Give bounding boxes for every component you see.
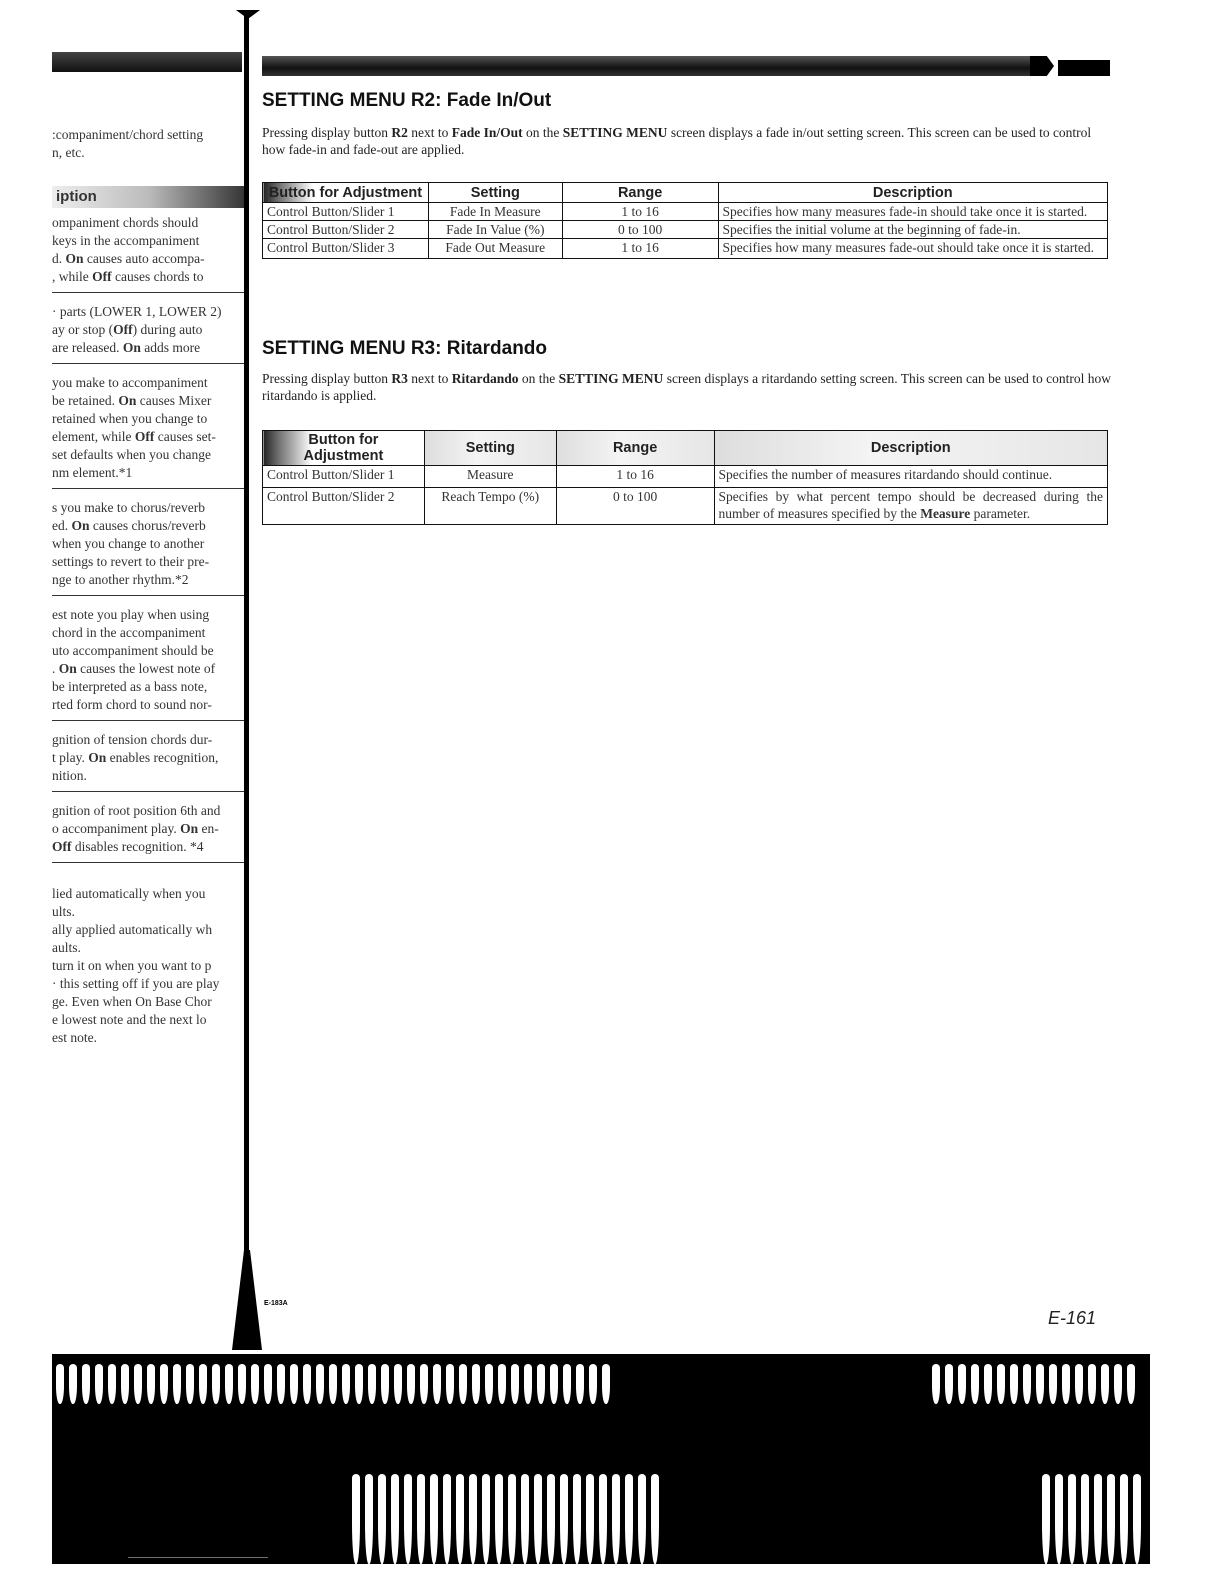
header-arrow-icon: [1030, 56, 1054, 76]
scan-tooth: [342, 1364, 350, 1404]
left-table-row: [52, 729, 246, 792]
left-text-line: ults.: [52, 904, 75, 919]
left-text-line: uto accompaniment should be: [52, 643, 214, 658]
cell-range: 1 to 16: [562, 203, 718, 221]
scan-tooth: [391, 1474, 399, 1564]
table-row: [263, 203, 1108, 221]
scan-tooth: [108, 1364, 116, 1404]
scan-tooth: [495, 1474, 503, 1564]
scan-tooth: [433, 1364, 441, 1404]
scan-tooth: [225, 1364, 233, 1404]
left-text-line: when you change to another: [52, 536, 205, 551]
left-text-line: Off disables recognition. *4: [52, 839, 204, 854]
left-table-row: [52, 301, 246, 364]
parameter-table-r3: [262, 430, 1108, 525]
scan-tooth: [1101, 1364, 1109, 1404]
scan-tooth: [1023, 1364, 1031, 1404]
left-text-line: t play. On enables recognition,: [52, 750, 219, 765]
section-title-r3: SETTING MENU R3: Ritardando: [262, 338, 548, 359]
left-text-line: :companiment/chord setting: [52, 127, 204, 142]
cell-range: 1 to 16: [562, 239, 718, 259]
scan-tooth: [1055, 1474, 1063, 1564]
table-row: [263, 488, 1108, 525]
scan-tooth: [1133, 1474, 1141, 1564]
cell-button: Control Button/Slider 3: [263, 239, 429, 259]
scan-tooth: [430, 1474, 438, 1564]
scan-tooth: [1088, 1364, 1096, 1404]
left-text-line: · this setting off if you are play: [52, 976, 220, 991]
scan-tooth: [1107, 1474, 1115, 1564]
scan-tooth: [638, 1474, 646, 1564]
scan-tooth: [420, 1364, 428, 1404]
left-text-line: you make to accompaniment: [52, 375, 208, 390]
scan-tooth: [971, 1364, 979, 1404]
scan-tooth: [147, 1364, 155, 1404]
scan-tooth: [1094, 1474, 1102, 1564]
left-text-line: gnition of tension chords dur-: [52, 732, 213, 747]
left-text-line: lied automatically when you: [52, 886, 206, 901]
scan-tooth: [160, 1364, 168, 1404]
cell-setting: Measure: [424, 466, 556, 488]
scan-tooth: [456, 1474, 464, 1564]
left-text-line: o accompaniment play. On en-: [52, 821, 219, 836]
col-header-button: Button for Adjustment: [263, 183, 429, 203]
binding-gutter: [236, 10, 260, 1350]
page-number: E-161: [1048, 1308, 1097, 1328]
cell-setting: Fade In Value (%): [428, 221, 562, 239]
left-text-line: rted form chord to sound nor-: [52, 697, 212, 712]
scan-tooth: [508, 1474, 516, 1564]
scan-tooth: [997, 1364, 1005, 1404]
scan-tooth: [612, 1474, 620, 1564]
left-text-line: ay or stop (Off) during auto: [52, 322, 203, 337]
scan-tooth: [651, 1474, 659, 1564]
scan-tooth: [524, 1364, 532, 1404]
scan-tooth: [482, 1474, 490, 1564]
left-text-line: s you make to chorus/reverb: [52, 500, 205, 515]
scan-tooth: [368, 1364, 376, 1404]
left-text-line: e lowest note and the next lo: [52, 1012, 207, 1027]
left-text-line: nition.: [52, 768, 87, 783]
scan-tooth: [95, 1364, 103, 1404]
scan-tooth: [329, 1364, 337, 1404]
scan-tooth: [316, 1364, 324, 1404]
left-text-line: · parts (LOWER 1, LOWER 2): [52, 304, 222, 319]
left-text-line: retained when you change to: [52, 411, 208, 426]
cell-button: Control Button/Slider 2: [263, 488, 425, 525]
scan-tooth: [485, 1364, 493, 1404]
left-text-line: turn it on when you want to p: [52, 958, 212, 973]
scan-tooth: [1062, 1364, 1070, 1404]
cell-description: Specifies the number of measures ritardando should continue.: [714, 466, 1107, 488]
scan-tooth: [290, 1364, 298, 1404]
scan-tooth: [932, 1364, 940, 1404]
col-header-range: Range: [562, 183, 718, 203]
scan-tooth: [446, 1364, 454, 1404]
table-row: [263, 466, 1108, 488]
scan-tooth: [573, 1474, 581, 1564]
left-text-line: ed. On causes chorus/reverb: [52, 518, 206, 533]
cell-range: 1 to 16: [556, 466, 714, 488]
left-table-row: [52, 497, 246, 596]
table-row: [263, 221, 1108, 239]
left-text-line: set defaults when you change: [52, 447, 211, 462]
left-text-line: gnition of root position 6th and: [52, 803, 221, 818]
scan-tooth: [121, 1364, 129, 1404]
col-header-button: Button for Adjustment: [263, 431, 425, 466]
print-code: E-183A: [264, 1300, 288, 1307]
cell-button: Control Button/Slider 1: [263, 466, 425, 488]
scan-tooth: [563, 1364, 571, 1404]
scan-tooth: [599, 1474, 607, 1564]
scan-tooth: [602, 1364, 610, 1404]
scan-tooth: [537, 1364, 545, 1404]
scan-tooth: [560, 1474, 568, 1564]
scan-tooth: [945, 1364, 953, 1404]
scan-tooth: [417, 1474, 425, 1564]
cell-range: 0 to 100: [562, 221, 718, 239]
scan-tooth: [1068, 1474, 1076, 1564]
scan-tooth: [381, 1364, 389, 1404]
left-text-line: nge to another rhythm.*2: [52, 572, 189, 587]
scan-tooth: [1114, 1364, 1122, 1404]
scan-tooth: [498, 1364, 506, 1404]
scan-tooth: [586, 1474, 594, 1564]
scan-tooth: [186, 1364, 194, 1404]
scan-tooth: [1049, 1364, 1057, 1404]
scan-tooth: [1010, 1364, 1018, 1404]
left-table-row: [52, 212, 246, 293]
left-text-line: ge. Even when On Base Chor: [52, 994, 212, 1009]
scan-tooth: [199, 1364, 207, 1404]
left-text-line: , while Off causes chords to: [52, 269, 204, 284]
scan-tooth: [251, 1364, 259, 1404]
scan-tooth: [352, 1474, 360, 1564]
scan-tooth: [521, 1474, 529, 1564]
left-text-line: chord in the accompaniment: [52, 625, 206, 640]
scan-tooth: [984, 1364, 992, 1404]
left-text-line: ompaniment chords should: [52, 215, 199, 230]
left-text-line: . On causes the lowest note of: [52, 661, 216, 676]
cell-setting: Reach Tempo (%): [424, 488, 556, 525]
cell-description: Specifies the initial volume at the beginning of fade-in.: [718, 221, 1107, 239]
left-bottom-text: [52, 885, 246, 1047]
scan-tooth: [1075, 1364, 1083, 1404]
table-header-row: [263, 431, 1108, 466]
left-table-row: [52, 372, 246, 489]
left-text-line: n, etc.: [52, 145, 85, 160]
scan-tooth: [534, 1474, 542, 1564]
header-block: [1058, 60, 1110, 76]
scan-tooth: [547, 1474, 555, 1564]
left-table-row: [52, 604, 246, 721]
cell-button: Control Button/Slider 2: [263, 221, 429, 239]
cell-setting: Fade Out Measure: [428, 239, 562, 259]
left-text-line: settings to revert to their pre-: [52, 554, 210, 569]
left-table-row: [52, 800, 246, 863]
left-text-line: est note you play when using: [52, 607, 210, 622]
left-text-line: are released. On adds more: [52, 340, 201, 355]
section-intro-r2: Pressing display button R2 next to Fade In/Out on the SETTING MENU screen displays a fade in/out setting screen. This screen can be used to control how fade-in and fade-out are applied.: [262, 125, 1092, 157]
col-header-setting: Setting: [428, 183, 562, 203]
left-page-text: [52, 126, 246, 1047]
scan-tooth: [173, 1364, 181, 1404]
left-table-header: iption: [52, 186, 246, 208]
page-header-bar: [262, 56, 1032, 76]
section-intro-r3: Pressing display button R3 next to Ritardando on the SETTING MENU screen displays a ritardando setting screen. This screen can be used to control how ritardando is applied.: [262, 371, 1112, 403]
left-text-line: be retained. On causes Mixer: [52, 393, 212, 408]
scan-tooth: [459, 1364, 467, 1404]
cell-range: 0 to 100: [556, 488, 714, 525]
scan-tooth: [469, 1474, 477, 1564]
left-text-line: keys in the accompaniment: [52, 233, 200, 248]
cell-button: Control Button/Slider 1: [263, 203, 429, 221]
scan-tooth: [277, 1364, 285, 1404]
left-text-line: be interpreted as a bass note,: [52, 679, 208, 694]
col-header-description: Description: [718, 183, 1107, 203]
cell-setting: Fade In Measure: [428, 203, 562, 221]
col-header-range: Range: [556, 431, 714, 466]
scan-tooth: [443, 1474, 451, 1564]
scan-tooth: [355, 1364, 363, 1404]
scan-tooth: [212, 1364, 220, 1404]
left-text-line: ally applied automatically wh: [52, 922, 213, 937]
parameter-table-r2: [262, 182, 1108, 259]
scan-tooth: [1081, 1474, 1089, 1564]
scan-tooth: [82, 1364, 90, 1404]
left-text-line: nm element.*1: [52, 465, 133, 480]
scan-tooth: [472, 1364, 480, 1404]
cell-description: Specifies how many measures fade-in should take once it is started.: [718, 203, 1107, 221]
left-facing-page: [52, 52, 248, 1342]
table-row: [263, 239, 1108, 259]
scan-tooth: [1042, 1474, 1050, 1564]
left-text-line: est note.: [52, 1030, 97, 1045]
scan-line: [128, 1557, 268, 1558]
left-text-line: d. On causes auto accompa-: [52, 251, 205, 266]
cell-description: Specifies how many measures fade-out should take once it is started.: [718, 239, 1107, 259]
cell-description: Specifies by what percent tempo should be decreased during the number of measures specified by the Measure parameter.: [714, 488, 1107, 525]
scan-tooth: [134, 1364, 142, 1404]
scan-tooth: [550, 1364, 558, 1404]
scan-tooth: [303, 1364, 311, 1404]
scan-tooth: [69, 1364, 77, 1404]
scan-tooth: [365, 1474, 373, 1564]
scan-tooth: [1120, 1474, 1128, 1564]
left-table-rows: [52, 212, 246, 863]
left-header-bar: [52, 52, 242, 72]
scan-tooth: [56, 1364, 64, 1404]
scan-tooth: [958, 1364, 966, 1404]
col-header-description: Description: [714, 431, 1107, 466]
scan-tooth: [589, 1364, 597, 1404]
scan-tooth: [394, 1364, 402, 1404]
section-title-r2: SETTING MENU R2: Fade In/Out: [262, 90, 552, 111]
scan-tooth: [576, 1364, 584, 1404]
scan-tooth: [1036, 1364, 1044, 1404]
scan-tooth: [1127, 1364, 1135, 1404]
scan-tooth: [511, 1364, 519, 1404]
scan-tooth: [378, 1474, 386, 1564]
scan-tooth: [625, 1474, 633, 1564]
scan-tooth: [238, 1364, 246, 1404]
scan-tooth: [407, 1364, 415, 1404]
col-header-setting: Setting: [424, 431, 556, 466]
left-text-line: element, while Off causes set-: [52, 429, 216, 444]
left-text-line: aults.: [52, 940, 81, 955]
table-header-row: [263, 183, 1108, 203]
scan-tooth: [404, 1474, 412, 1564]
scan-artifact: [52, 1354, 1150, 1564]
scan-tooth: [264, 1364, 272, 1404]
